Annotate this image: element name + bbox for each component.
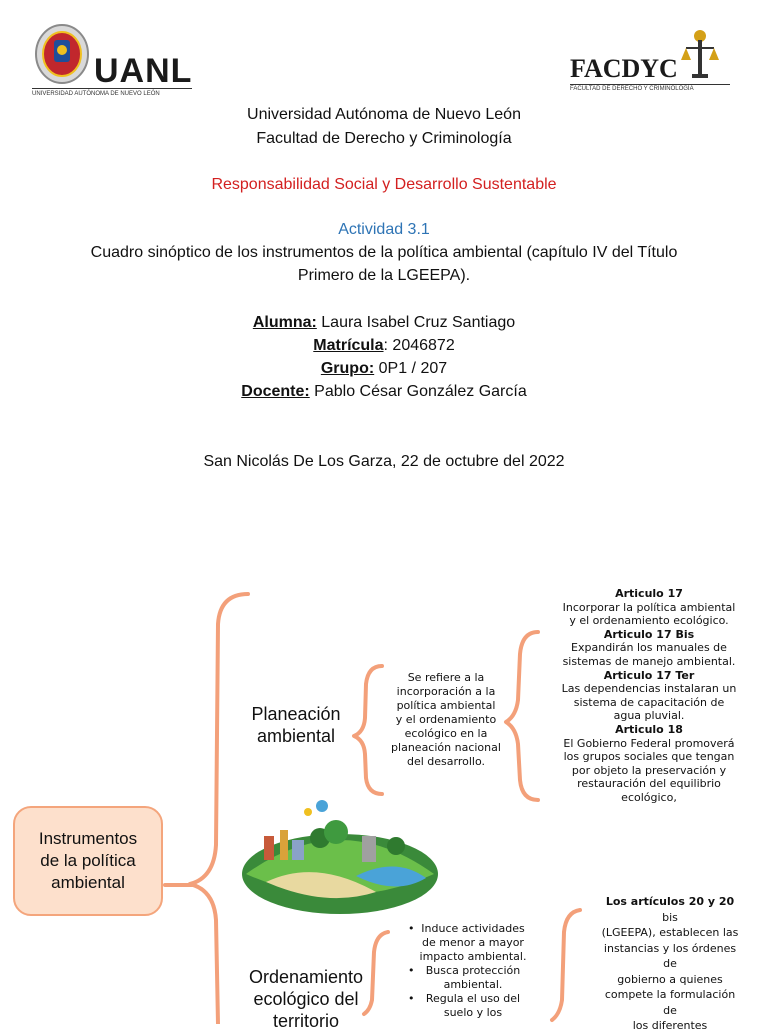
group-line <box>0 358 768 380</box>
activity-title: Actividad 3.1 <box>338 221 430 238</box>
faculty-name: Facultad de Derecho y Criminología <box>256 130 512 147</box>
branch2-right-brace <box>552 910 580 1020</box>
branch-ordenamiento: Ordenamiento ecológico del territorio <box>248 967 364 1031</box>
eco-planet-illustration <box>236 796 440 916</box>
branch1-articles-brace <box>506 632 538 800</box>
branch1-description: Se refiere a la incorporación a la política ambiental y el ordenamiento ecológico en la planeación nacional del desarrollo. <box>391 671 501 768</box>
branch1-brace <box>354 666 382 794</box>
justice-scale-icon <box>678 26 728 82</box>
bullet-item: • Busca protección ambiental. <box>408 964 521 991</box>
branch1-title-line2: ambiental <box>256 726 336 746</box>
uanl-caption: UNIVERSIDAD AUTÓNOMA DE NUEVO LEÓN <box>32 91 160 97</box>
id-label: Matrícula <box>313 337 384 354</box>
facdyc-logo <box>560 26 740 98</box>
root-label: Instrumentos de la política ambiental <box>38 829 138 892</box>
facdyc-caption: FACULTAD DE DERECHO Y CRIMINOLOGÍA <box>570 86 694 92</box>
student-value: Laura Isabel Cruz Santiago <box>316 314 516 331</box>
article-17-bis: Articulo 17 Bis Expandirán los manuales de sistemas de manejo ambiental. <box>562 627 736 668</box>
teacher-label: Docente: <box>241 383 310 400</box>
branch2-right-note: Los artículos 20 y 20 bis (LGEEPA), establecen las instancias y los órdenes de gobierno a quienes compete la formulación de los diferentes <box>601 895 739 1032</box>
article-18: Articulo 18 El Gobierno Federal promoverá los grupos sociales que tengan por objeto la preservación y restauración del equilibrio ecológico, <box>563 722 735 804</box>
description-line2: Primero de la LGEEPA). <box>297 267 471 284</box>
articles-list <box>548 587 750 805</box>
course-name: Responsabilidad Social y Desarrollo Sustentable <box>211 176 557 193</box>
uanl-logo <box>32 24 192 102</box>
group-label: Grupo: <box>320 360 375 377</box>
student-label: Alumna: <box>252 314 317 331</box>
teacher-value: Pablo César González García <box>309 383 527 400</box>
group-value: 0P1 / 207 <box>374 360 448 377</box>
article-17: Articulo 17 Incorporar la política ambiental y el ordenamiento ecológico. <box>562 587 736 628</box>
uanl-wordmark: UANL <box>94 52 193 90</box>
teacher-line <box>0 381 768 403</box>
place-date: San Nicolás De Los Garza, 22 de octubre del 2022 <box>203 453 565 470</box>
university-name: Universidad Autónoma de Nuevo León <box>247 106 521 123</box>
description-line1: Cuadro sinóptico de los instrumentos de la política ambiental (capítulo IV del Título <box>90 244 678 261</box>
bullet-item: • Regula el uso del suelo y los <box>408 992 521 1019</box>
article-17-ter: Articulo 17 Ter Las dependencias instalaran un sistema de capacitación de agua pluvial. <box>561 668 737 723</box>
id-value: : 2046872 <box>383 337 455 354</box>
facdyc-wordmark: FACDYC <box>570 54 678 83</box>
branch1-title-line1: Planeación <box>251 704 341 724</box>
id-line <box>0 335 768 357</box>
branch2-bullets <box>400 922 546 1020</box>
branch-planeacion <box>238 703 354 747</box>
student-line <box>0 312 768 334</box>
bullet-item: • Induce actividades de menor a mayor impacto ambiental. <box>408 922 527 963</box>
root-node <box>13 806 163 916</box>
